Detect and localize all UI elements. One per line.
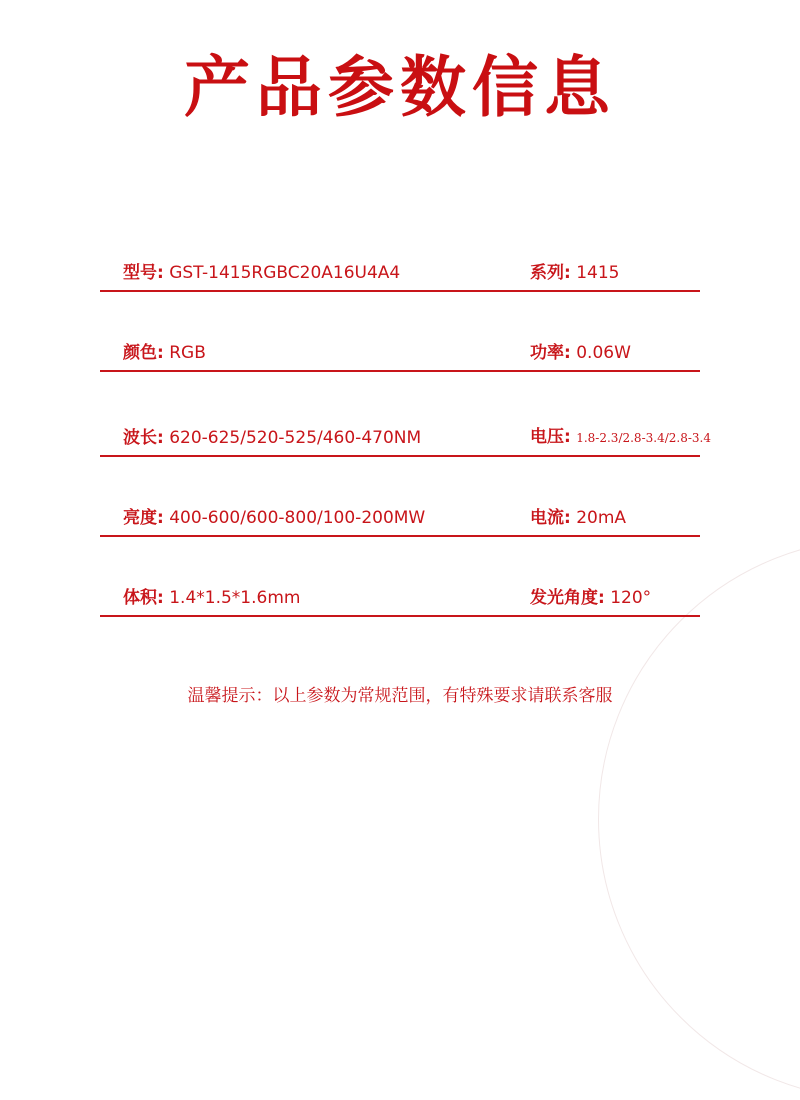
tip-note: 温馨提示：以上参数为常规范围，有特殊要求请联系客服 [187, 686, 613, 706]
param-value: 1.8-2.3/2.8-3.4/2.8-3.4 [576, 431, 711, 445]
param-row-brightness-current [100, 505, 700, 537]
param-value: GST-1415RGBC20A16U4A4 [169, 263, 401, 283]
param-value: 620-625/520-525/460-470NM [169, 428, 422, 448]
param-row-size-angle [100, 585, 700, 617]
param-label: 系列: [530, 263, 571, 283]
param-series [530, 263, 619, 283]
param-label: 颜色: [123, 343, 164, 363]
param-label: 波长: [123, 428, 164, 448]
param-label: 电压: [530, 427, 571, 447]
param-color [123, 343, 206, 363]
param-label: 型号: [123, 263, 164, 283]
param-power [530, 343, 631, 363]
param-row-color-power [100, 340, 700, 372]
param-label: 亮度: [123, 508, 164, 528]
param-value: 20mA [576, 508, 627, 528]
param-wavelength [123, 428, 421, 448]
param-size [123, 588, 300, 608]
param-model [123, 263, 400, 283]
param-value: 1415 [576, 263, 620, 283]
param-value: 0.06W [576, 343, 631, 363]
param-row-wavelength-voltage [100, 425, 711, 457]
param-voltage [530, 427, 711, 448]
param-brightness [123, 508, 425, 528]
param-view-angle [530, 588, 651, 608]
param-current [530, 508, 626, 528]
param-label: 电流: [530, 508, 571, 528]
param-label: 功率: [530, 343, 571, 363]
param-value: 120° [610, 588, 652, 608]
page-title: 产品参数信息 [184, 49, 616, 126]
param-value: 1.4*1.5*1.6mm [169, 588, 301, 608]
param-value: 400-600/600-800/100-200MW [169, 508, 426, 528]
param-label: 体积: [123, 588, 164, 608]
decorative-arc [598, 538, 800, 1100]
param-row-model-series [100, 260, 700, 292]
param-label: 发光角度: [530, 588, 605, 608]
param-value: RGB [169, 343, 206, 363]
